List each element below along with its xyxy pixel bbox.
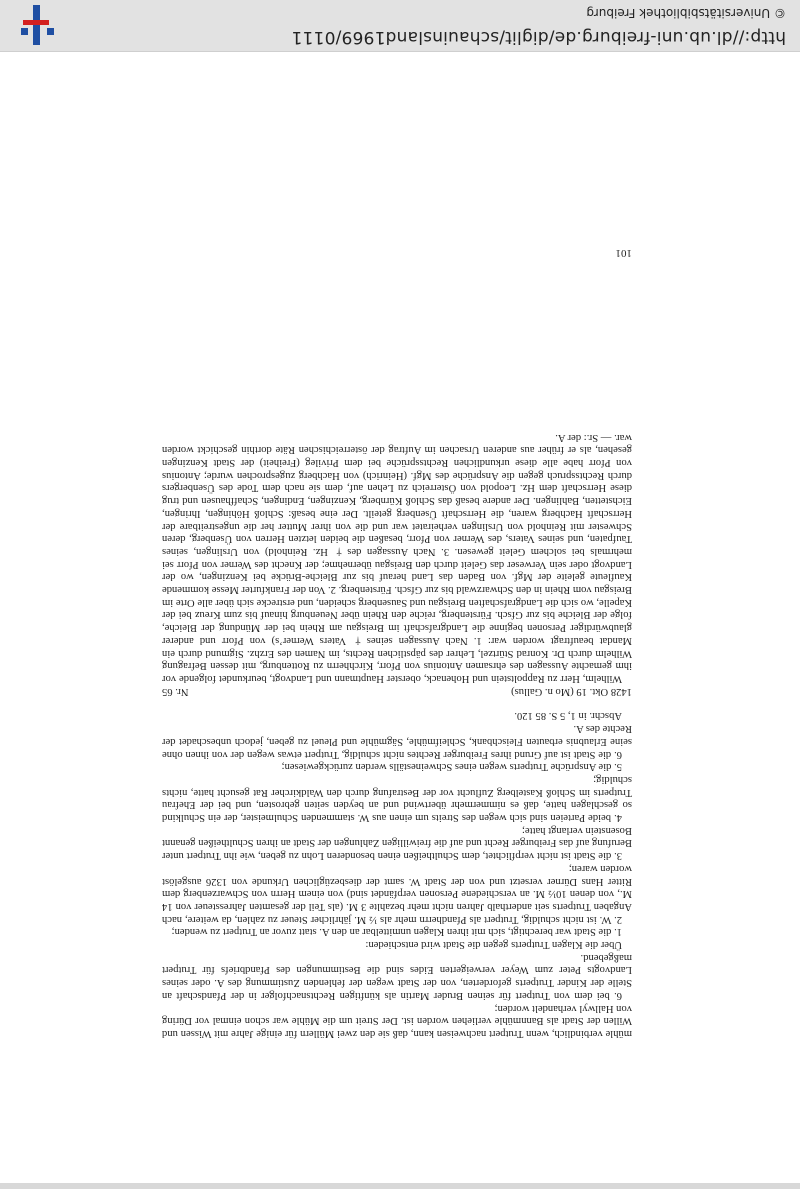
paragraph: mühle verbindlich, wenn Trutpert nachweisen kann, daß sie den zwei Müllern für einige Jahre mit Wissen und Willen der Stadt als Bannmühle verliehen worden ist. Der Streit um die Mühle war schon einmal vor Düring von Hallwyl verhandelt worden; [162, 1002, 632, 1039]
paragraph: 5. die Ansprüche Trutperts wegen eines Schweineställs werden zurückgewiesen; [281, 761, 622, 773]
paragraph: 6. bei dem von Trutpert für seinen Bruder Martin als künftigen Rechtsnachfolger in der Pfandschaft an Stelle der Kinder Trutperts geforderten, von der Stadt wegen der fehlenden Zustimmung des A. oder seines Landvogts Peter zum Weyer verweigerten Eides sind die Bestimmungen des Pfandbriefs für Trutpert maßgebend. [162, 951, 632, 1001]
paragraph: 2. W. ist nicht schuldig, Trutpert als Pfandherrn mehr als ½ M. jährlicher Steuer zu zahlen, da weitere, nach Angaben Trutperts seit anderthalb Jahren nicht mehr bezahlte 3 M. (als Teil der gesamten Jahressteuer von 14 M., von denen 10½ M. an verschiedene Personen verpfändet sind) von einem Herrn von Schwarzenberg dem Ritter Hans Dürner versetzt und von der Stadt W. samt der diesbezüglichen Urkunde von 1326 ausgelöst worden waren; [162, 862, 632, 925]
entry-date: 1428 Okt. 19 (Mo n. Gallus) [511, 685, 632, 697]
paragraph: 1. die Stadt war berechtigt, sich mit ihren Klagen unmittelbar an den A. statt zuvor an Trutpert zu wenden; [171, 926, 622, 938]
source-note: Abschr. in 1, 5 S. 85 120. [514, 710, 622, 722]
document-body [162, 430, 632, 1039]
copyright-notice: © Universitätsbibliothek Freiburg [586, 6, 786, 20]
paragraph: 6. die Stadt ist auf Grund ihres Freiburger Rechtes nicht schuldig, Trutpert etwas wegen der von ihnen ohne seine Erlaubnis erbauten Fleischbank, Schleifmühle, Sägmühle und Pleuel zu geben, jedoch unbeschadet der Rechte des A. [162, 723, 632, 760]
permalink-url[interactable]: http://dl.ub.uni-freiburg.de/diglit/schauinsland1969/0111 [291, 27, 786, 47]
footer-bar [0, 0, 800, 52]
entry-header [162, 684, 632, 697]
paragraph: Über die Klagen Trutperts gegen die Stadt wird entschieden: [365, 939, 622, 951]
university-logo-icon [14, 5, 58, 45]
paragraph: 4. beide Parteien sind sich wegen des Streits um einen aus W. stammenden Schulmeister, der ein Schulkind so geschlagen hatte, daß es nimmermehr übertwind und an beyden seiten gebrosten, und bei der Ehefrau Trutperts im Schloß Kastelberg Zuflucht vor der Bestrafung durch den Waldkircher Rat gesucht hatte, nichts schuldig; [162, 773, 632, 824]
page-number: 101 [615, 247, 632, 259]
entry-number: Nr. 65 [162, 685, 189, 697]
paragraph: 3. die Stadt ist nicht verpflichtet, dem Schultheißen einen besonderen Lohn zu geben, wie ihn Trutpert unter Berufung auf das Freiburger Recht und auf die freiwilligen Zahlungen der Stadt an ihren Schultheißen genannt Bosenstein verlangt hatte; [162, 824, 632, 862]
bottom-strip [0, 1183, 800, 1189]
paragraph: Wilhelm, Herr zu Rappoltstein und Hohenack, oberster Hauptmann und Landvogt, beurkundet folgende vor ihm gemachte Aussagen des ehrsamen Antonius von Pforr, Kirchherrn zu Rottenburg, mit dessen Befragung Wilhelm durch Dr. Konrad Stürtzel, Lehrer des päpstlichen Rechts, im Namen des Erzhz. Sigmund durch ein Mandat beauftragt worden war: 1. Nach Aussagen seines † Vaters Wernerʼs) von Pforr und anderer glaubwürdiger Personen beginne die Landgrafschaft im Breisgau am Rhein bei der Mündung der Bleiche, folge der Bleiche bis zur Gfsch. Fürstenberg, reiche den Rhein über Neuenburg hinauf bis zum Kreuz bei der Kapelle, wo sich die Landgrafschaften Breisgau und Sausenberg scheiden, und erstrecke sich über alle Orte im Breisgau vom Rhein in den Schwarzwald bis zur Gfsch. Fürstenberg. 2. Von der Frankfurter Messe kommende Kaufleute geleite der Mgf. von Baden das Land herauf bis zur Bleiche-Brücke bei Kenzingen, wo der Landvogt oder sein Verweser das Geleit durch den Breisgau übernehme; der Knecht des Werner von Pforr sei mehrmals bei solchem Geleit gewesen. 3. Nach Aussagen des † Hz. Reinhold) von Urslingen, seines Taufpaten, und seines Vaters, des Werner von Pforr, besaßen die beiden letzten Herren von Üsenberg, deren Schwester mit Reinhold von Urslingen verheiratet war und die von ihrer Mutter her die ungestreitbare der Herrschaft Hachberg waren, die Herrschaft Üsenberg geteilt. Der eine besaß: Schloß Höhingen, Ihringen, Eichstetten, Bahlingen. Der andere besaß das Schloß Kürnberg, Kenzingen, Endingen, Schaffhausen und trug diese Herrschaft dem Hz. Leopold von Österreich zu Lehen auf, dem sie nach dem Tode des Üsenbergers durch Rechtsspruch gegen die Ansprüche des Mgf. (Heinrich) von Hachberg zugesprochen wurde; Antonius von Pforr habe alle diese urkundlichen Rechtssprüche bei dem Privileg (Freiheit) der Stadt Kenzingen gesehen, als er früher aus anderen Ursachen im Auftrag der österreichischen Räte dorthin geschickt worden war. — Sr.: der A. [162, 431, 632, 685]
